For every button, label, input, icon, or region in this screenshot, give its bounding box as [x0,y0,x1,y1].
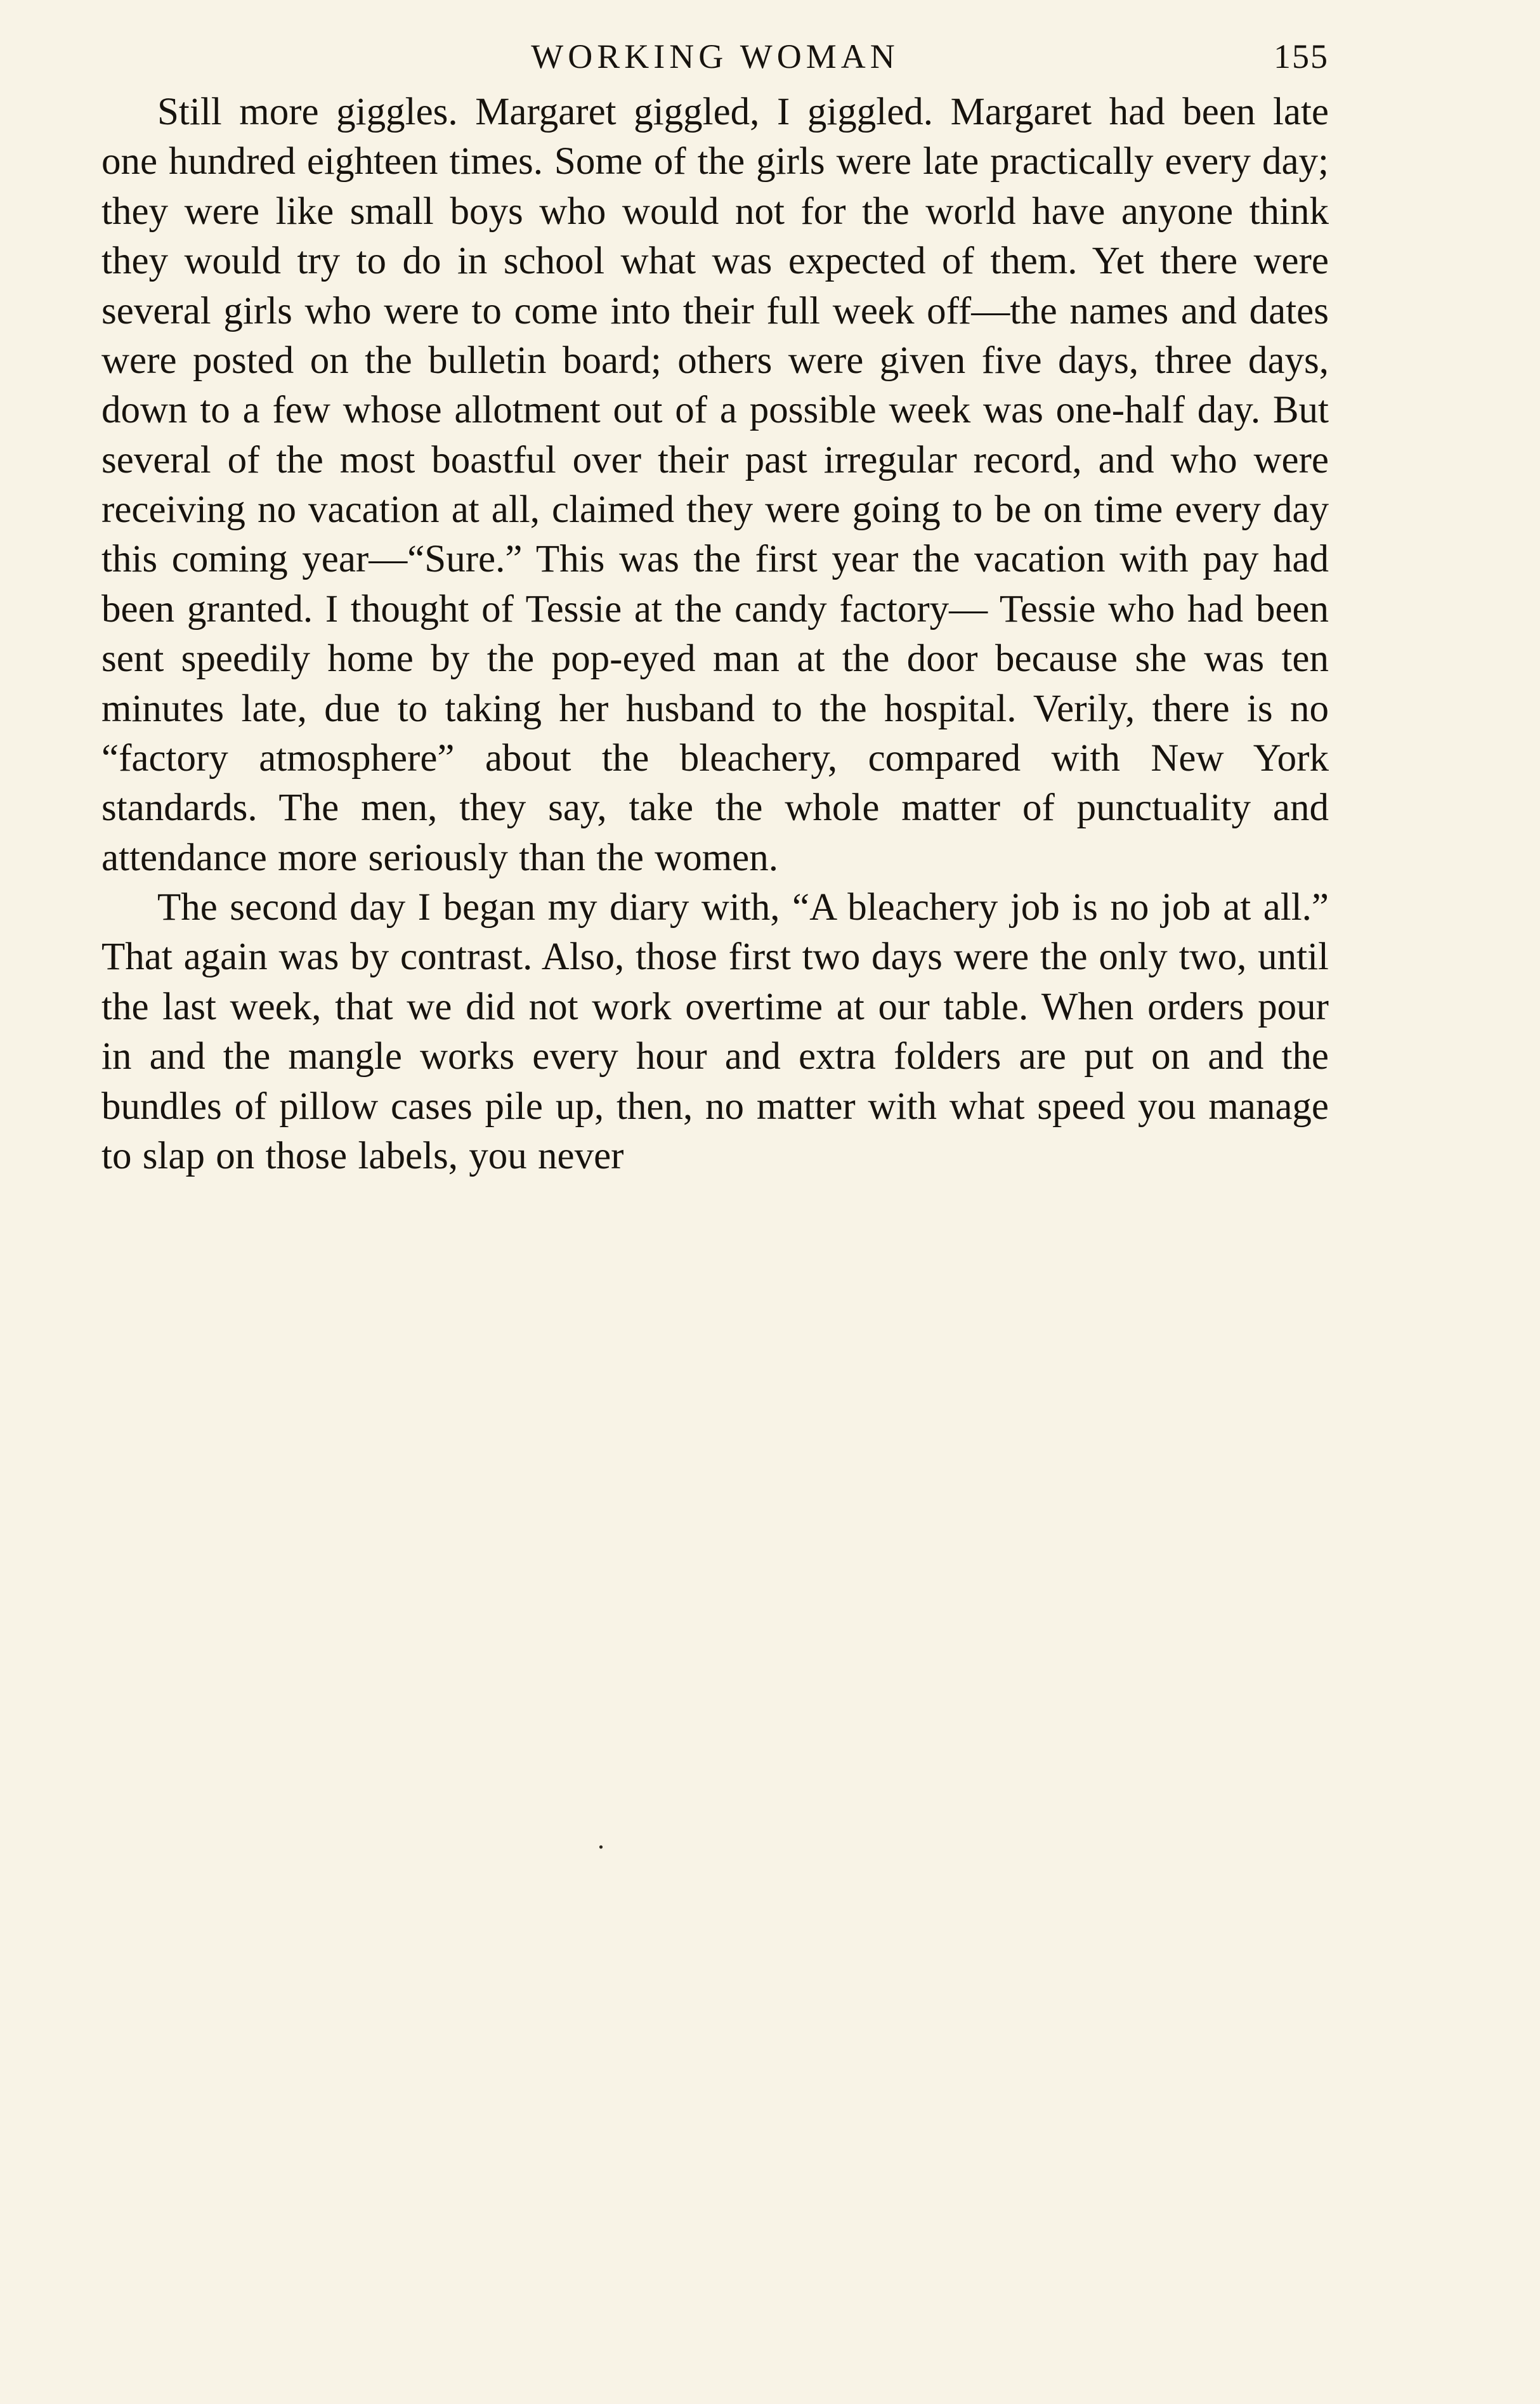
ink-dot-artifact: . [597,1824,604,1855]
page-number: 155 [1274,37,1329,75]
paragraph: Still more giggles. Margaret giggled, I giggled. Margaret had been late one hundred eighteen times. Some of the girls were late practically every day; they were like small boys who would not for the world have anyone think they would try to do in school what was expected of them. Yet there were several girls who were to come into their full week off—the names and dates were posted on the bulletin board; others were given five days, three days, down to a few whose allotment out of a possible week was one-half day. But several of the most boastful over their past irregular record, and who were receiving no vacation at all, claimed they were going to be on time every day this coming year—“Sure.” This was the first year the vacation with pay had been granted. I thought of Tessie at the candy factory— Tessie who had been sent speedily home by the pop-eyed man at the door because she was ten minutes late, due to taking her husband to the hospital. Verily, there is no “factory atmosphere” about the bleachery, compared with New York standards. The men, they say, take the whole matter of punctuality and attendance more seriously than the women. [101,91,1329,879]
paragraph: The second day I began my diary with, “A bleachery job is no job at all.” That again was by contrast. Also, those first two days were the only two, until the last week, that we did not work overtime at our table. When orders pour in and the mangle works every hour and extra folders are put on and the bundles of pillow cases pile up, then, no matter with what speed you manage to slap on those labels, you never [101,886,1329,1177]
page-body [101,88,1329,1181]
running-header [101,37,1329,81]
header-title: WORKING WOMAN [531,37,899,75]
